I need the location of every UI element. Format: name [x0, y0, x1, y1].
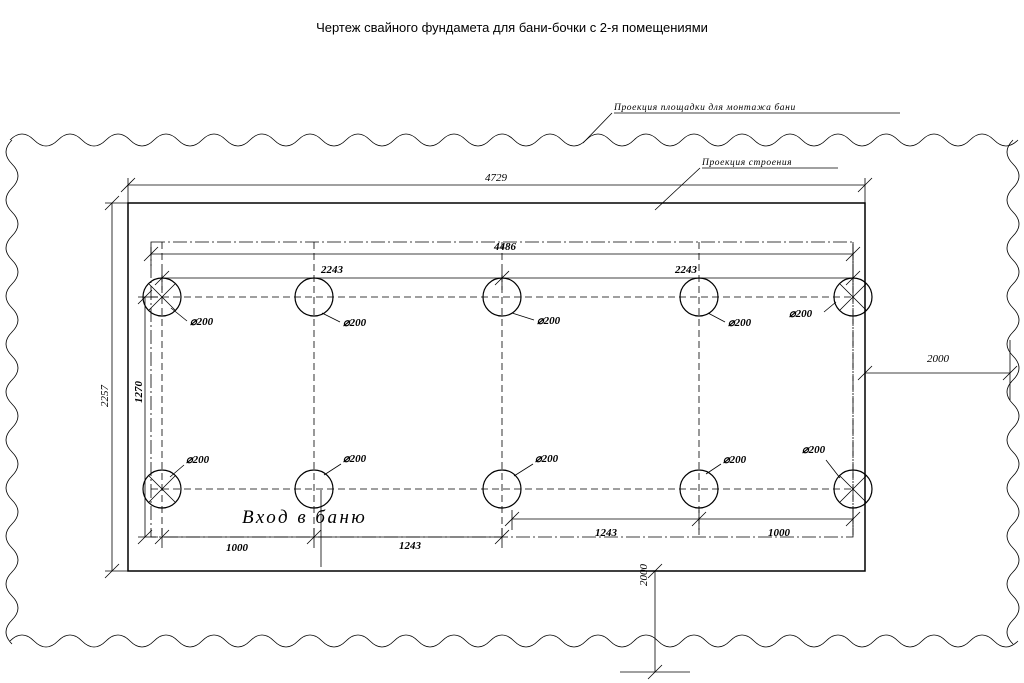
dim-outer-height-text: 2257 [99, 385, 111, 407]
pile-bottom-1-label: ⌀200 [186, 454, 210, 466]
pile-bottom-3 [483, 453, 559, 508]
platform-projection-rect [128, 203, 865, 571]
pile-top-2-label: ⌀200 [343, 317, 367, 329]
pile-top-1-label: ⌀200 [190, 316, 214, 328]
pile-top-2 [295, 278, 367, 329]
dim-inner-height-text: 1270 [133, 381, 145, 403]
note-building-projection [655, 158, 838, 210]
pile-bottom-2 [295, 453, 367, 508]
dim-span-left-text: 2243 [321, 264, 343, 276]
dim-outer-width-text: 4729 [485, 172, 507, 184]
pile-top-4 [680, 278, 752, 329]
pile-top-3 [483, 278, 561, 327]
pile-bottom-4 [680, 454, 747, 508]
note-platform-projection [583, 102, 900, 143]
dim-outer-height [99, 196, 132, 578]
pile-bottom-2-label: ⌀200 [343, 453, 367, 465]
dim-bottom-offset-text: 2000 [638, 564, 650, 586]
pile-bottom-5 [802, 444, 872, 508]
dim-right-offset-text: 2000 [927, 353, 949, 365]
pile-top-1 [143, 278, 214, 328]
ground-break-outline [6, 134, 1019, 647]
pile-bottom-4-label: ⌀200 [723, 454, 747, 466]
dim-bottom-offset [620, 564, 690, 680]
pile-top-4-label: ⌀200 [728, 317, 752, 329]
entry-label: Вход в баню [242, 507, 368, 528]
dim-spans [155, 264, 860, 290]
pile-top-5-label: ⌀200 [789, 308, 813, 320]
dim-bottom-1000-left-text: 1000 [226, 542, 248, 554]
pile-top-3-label: ⌀200 [537, 315, 561, 327]
pile-group-top [143, 278, 872, 329]
pile-bottom-3-label: ⌀200 [535, 453, 559, 465]
dim-bottom-1243-right-text: 1243 [595, 527, 617, 539]
dim-bottom-1000-right-text: 1000 [768, 527, 790, 539]
dim-outer-width [121, 172, 872, 205]
dim-bottom-left-group [155, 528, 509, 554]
note-platform-text: Проекция площадки для монтажа бани [614, 103, 796, 113]
note-building-text: Проекция строения [702, 158, 793, 168]
dim-bottom-right-group [505, 510, 860, 539]
pile-top-5 [789, 278, 872, 320]
dim-right-offset [858, 340, 1017, 400]
pile-bottom-5-label: ⌀200 [802, 444, 826, 456]
pile-bottom-1 [143, 454, 210, 508]
dim-span-right-text: 2243 [675, 264, 697, 276]
drawing-title: Чертеж свайного фундамета для бани-бочки с 2-я помещениями [316, 20, 708, 35]
dim-bottom-1243-left-text: 1243 [399, 540, 421, 552]
dim-inner-width-text: 4486 [494, 241, 516, 253]
pile-group-bottom [143, 444, 872, 508]
